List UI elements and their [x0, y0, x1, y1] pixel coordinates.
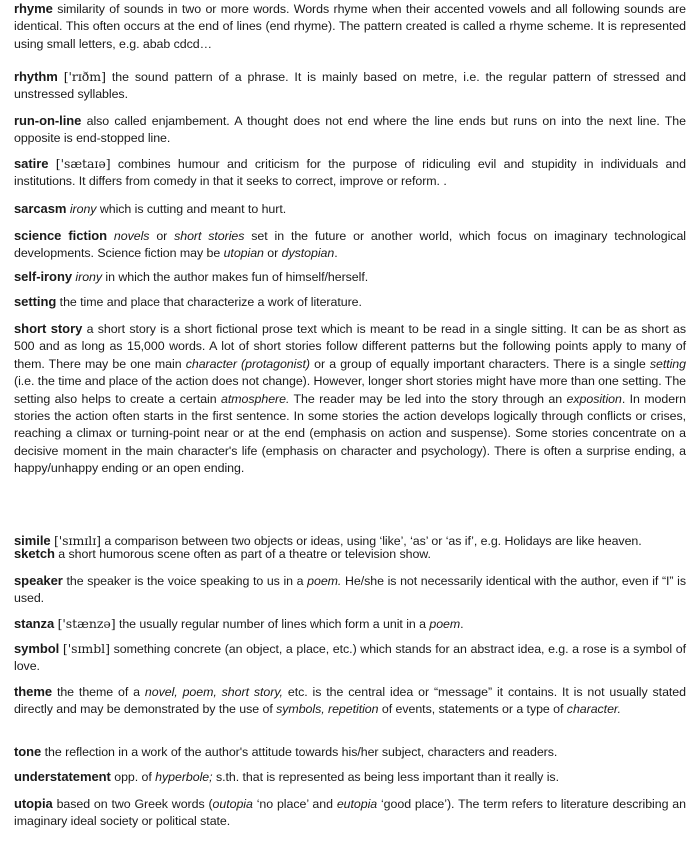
text-segment: short stories: [174, 229, 245, 243]
text-segment: in which the author makes fun of himself/herself.: [102, 270, 369, 284]
term: setting: [14, 294, 57, 309]
term: stanza: [14, 616, 55, 631]
entry-run-on-line: [14, 112, 686, 148]
text-segment: similarity of sounds in two or more words. Words rhyme when their accented vowels and all following sounds are identical. This often occurs at the end of lines (end rhyme). The pattern created is called a rhyme scheme. It is represented using small letters, e.g. abab cdcd…: [14, 2, 686, 51]
text-segment: a short humorous scene often as part of a theatre or television show.: [58, 547, 431, 561]
term: tone: [14, 744, 42, 759]
text-segment: character (protagonist): [185, 356, 310, 371]
entry-short-story: [14, 320, 686, 478]
text-segment: irony: [75, 270, 103, 284]
text-segment: exposition: [566, 391, 622, 406]
term: rhythm: [14, 69, 58, 84]
term: self-irony: [14, 269, 73, 284]
text-segment: symbols, repetition: [276, 702, 379, 717]
term: theme: [14, 684, 53, 699]
text-segment: a short story is a short fictional prose text which is meant to be read in a single sitting. It can be as short as 500 and as long as 15,000 words. A lot of short stories follow different patterns but the following points apply to many of them. There may be one main: [14, 322, 686, 371]
entry-rhythm: [14, 68, 686, 104]
text-segment: the theme of a: [56, 685, 145, 699]
text-segment: ‘no place’ and: [252, 797, 337, 811]
pronunciation: ['sɪmbl]: [62, 641, 110, 656]
text-segment: s.th. that is represented as being less important than it really is.: [212, 770, 559, 784]
term: simile: [14, 533, 51, 548]
text-segment: utopian: [223, 246, 264, 261]
entry-theme: [14, 683, 686, 719]
term: satire: [14, 156, 49, 171]
entry-science-fiction: [14, 227, 686, 263]
text-segment: The reader may be led into the story through an: [289, 391, 567, 406]
entry-speaker: [14, 572, 686, 608]
text-segment: the usually regular number of lines which form a unit in a: [118, 617, 430, 631]
term: short story: [14, 321, 83, 336]
text-segment: or: [263, 246, 282, 261]
entry-sarcasm: [14, 200, 686, 218]
entry-understatement: [14, 768, 686, 786]
text-segment: poem: [429, 617, 461, 631]
text-segment: .: [334, 246, 338, 261]
term: science fiction: [14, 228, 108, 243]
text-segment: opp. of: [114, 770, 156, 784]
text-segment: dystopian: [281, 246, 335, 261]
text-segment: the speaker is the voice speaking to us in a: [66, 574, 308, 588]
text-segment: He/she is not necessarily identical with the author, even if “I” is used.: [14, 574, 686, 606]
text-segment: a comparison between two objects or ideas, using ‘like’, ‘as’ or ‘as if’, e.g. Holidays are like heaven.: [104, 534, 642, 548]
entry-rhyme: [14, 0, 686, 53]
entry-tone: [14, 743, 686, 761]
entry-sketch: [14, 545, 686, 563]
text-segment: outopia: [212, 797, 253, 811]
pronunciation: ['sɪmɪlɪ]: [53, 533, 101, 548]
pronunciation: ['stænzə]: [57, 616, 116, 631]
entry-utopia: [14, 795, 686, 831]
text-segment: character.: [566, 702, 621, 717]
text-segment: set in the future or another world, which focus on imaginary technological developments. Science fiction may be: [14, 229, 686, 261]
text-segment: eutopia: [336, 797, 378, 811]
entry-self-irony: [14, 268, 686, 286]
text-segment: which is cutting and meant to hurt.: [96, 202, 287, 216]
text-segment: irony: [69, 202, 97, 216]
term: symbol: [14, 641, 60, 656]
text-segment: the sound pattern of a phrase. It is mainly based on metre, i.e. the regular pattern of stressed and unstressed syllables.: [14, 70, 686, 102]
text-segment: the reflection in a work of the author's attitude towards his/her subject, characters and readers.: [44, 745, 558, 759]
text-segment: .: [460, 617, 464, 631]
text-segment: of events, statements or a type of: [378, 702, 567, 717]
term: speaker: [14, 573, 63, 588]
text-segment: (i.e. the time and place of the action does not change). However, longer short stories might have more than one setting. The setting also helps to create a certain: [14, 374, 687, 406]
term: run-on-line: [14, 113, 82, 128]
text-segment: or: [149, 229, 175, 243]
entry-satire: [14, 155, 686, 191]
entry-setting: [14, 293, 686, 311]
term: understatement: [14, 769, 111, 784]
text-segment: ‘good place’). The term refers to literature describing an imaginary ideal society or political state.: [14, 797, 686, 829]
text-segment: poem.: [307, 574, 342, 588]
term: sarcasm: [14, 201, 67, 216]
text-segment: atmosphere.: [221, 391, 290, 406]
text-segment: . In modern stories the action often starts in the first sentence. In some stories the action develops logically through conflicts or crises, reaching a climax or turning-point near or at the end (emphasis on action and suspense). Some stories concentrate on a decisive moment in the main character's life (emphasis on character and psychology). There is often a surprise ending, a happy/unhappy ending or an open ending.: [14, 391, 686, 476]
text-segment: novels: [113, 229, 150, 243]
text-segment: also called enjambement. A thought does not end where the line ends but runs on into the next line. The opposite is end-stopped line.: [14, 114, 686, 146]
text-segment: setting: [649, 356, 686, 371]
term: utopia: [14, 796, 53, 811]
text-segment: or a group of equally important characters. There is a single: [309, 356, 650, 371]
text-segment: etc. is the central idea or “message” it contains. It is not usually stated directly and may be demonstrated by the use of: [14, 685, 686, 717]
pronunciation: ['sætaɪə]: [55, 156, 111, 171]
text-segment: the time and place that characterize a work of literature.: [59, 295, 362, 309]
entry-stanza: [14, 615, 686, 633]
text-segment: hyperbole;: [155, 770, 213, 784]
term: sketch: [14, 546, 55, 561]
entry-symbol: [14, 640, 686, 676]
text-segment: based on two Greek words (: [56, 797, 213, 811]
pronunciation: ['rɪðm]: [63, 69, 106, 84]
term: rhyme: [14, 1, 53, 16]
text-segment: something concrete (an object, a place, etc.) which stands for an abstract idea, e.g. a rose is a symbol of love.: [14, 642, 686, 674]
text-segment: combines humour and criticism for the purpose of ridiculing evil and stupidity in individuals and institutions. It differs from comedy in that it seeks to correct, improve or reform. .: [14, 157, 686, 189]
text-segment: novel, poem, short story,: [144, 685, 283, 699]
